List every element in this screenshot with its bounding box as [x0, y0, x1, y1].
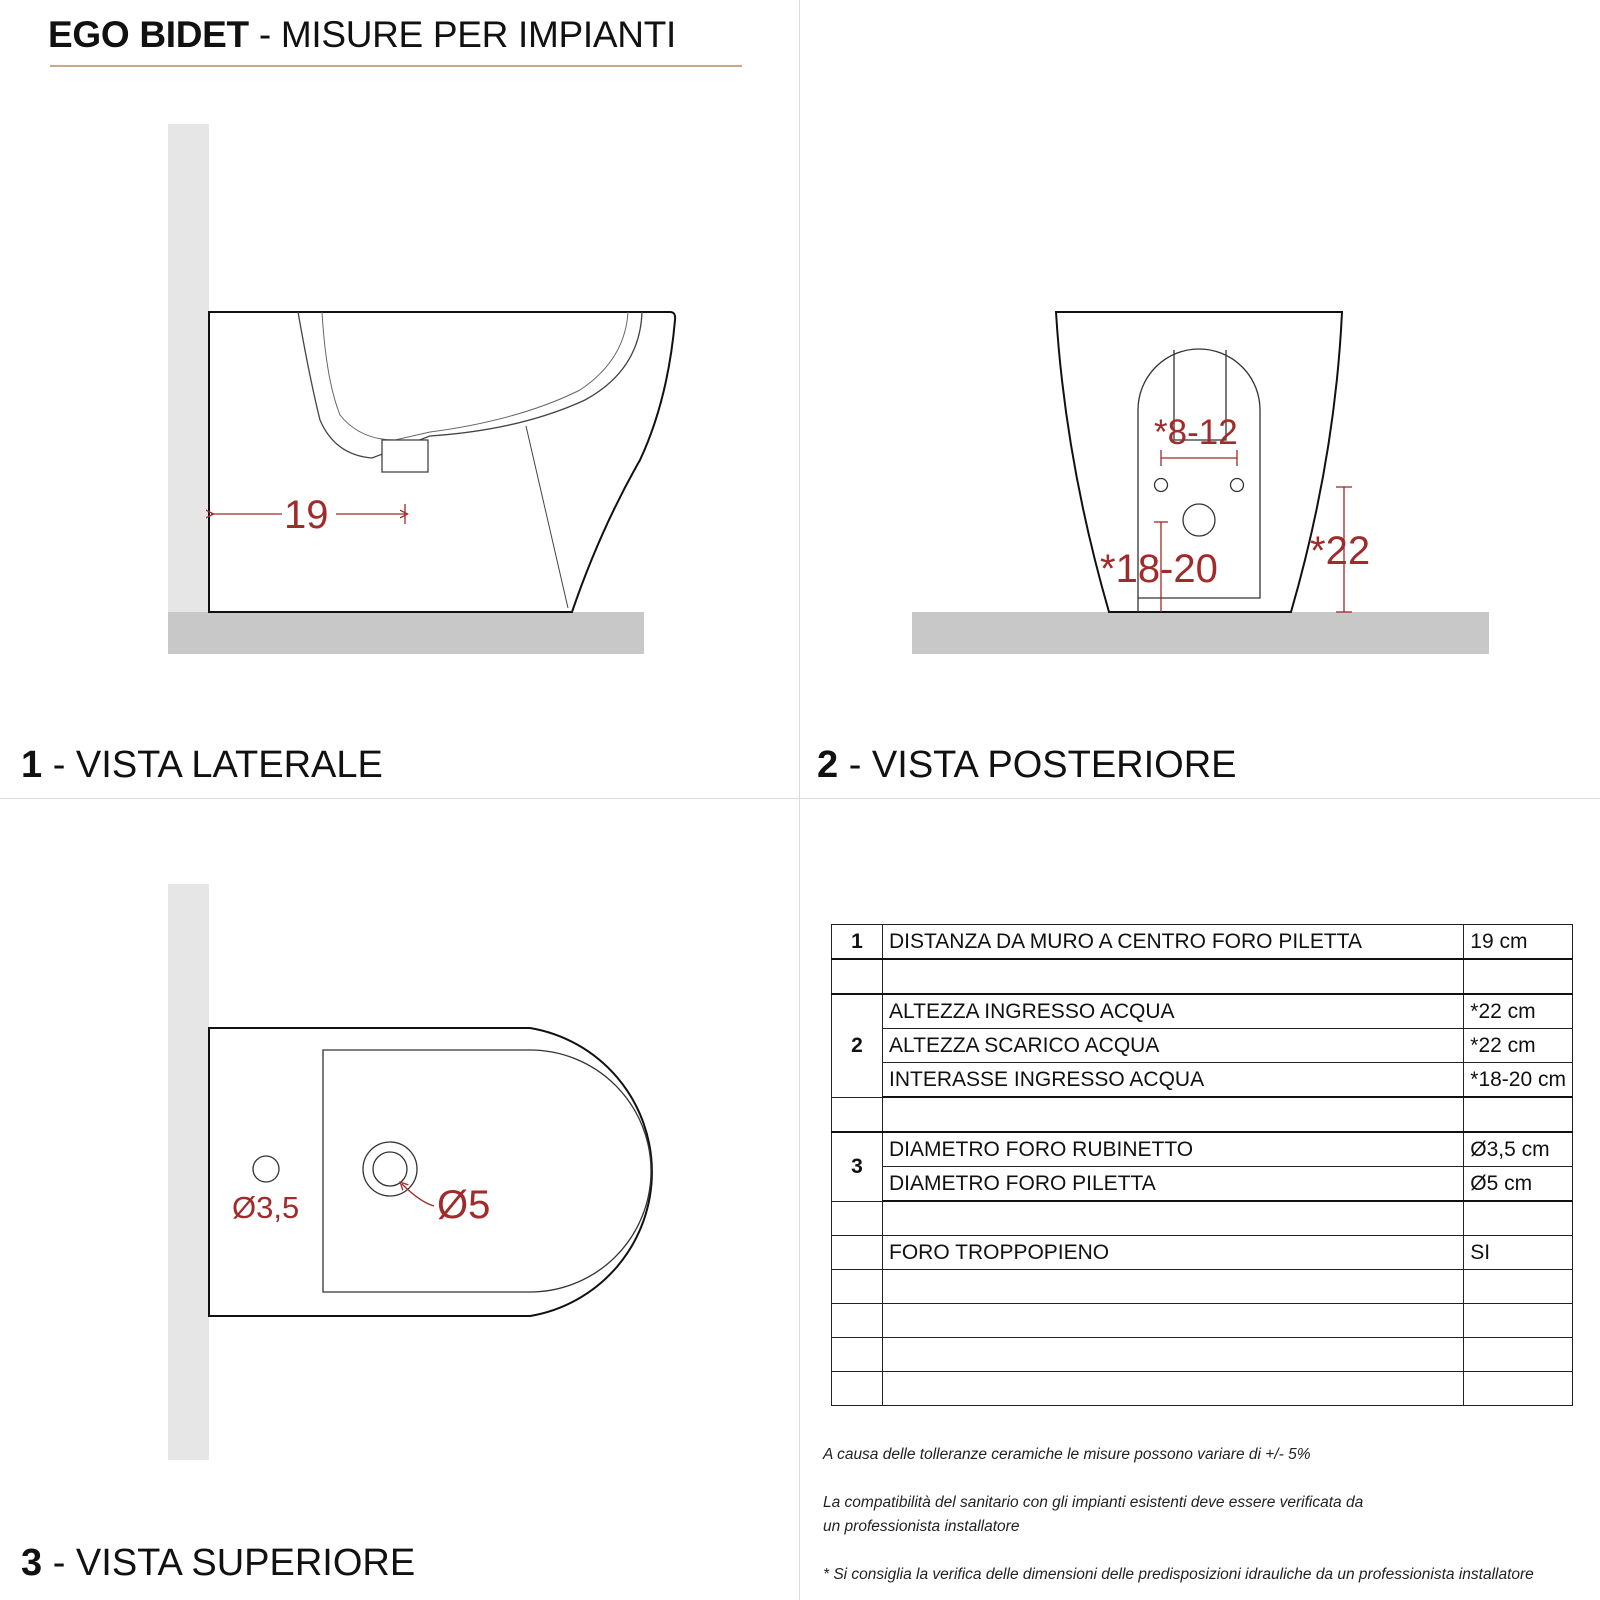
- wall: [168, 124, 209, 612]
- table-row: [832, 1372, 1573, 1406]
- floor: [912, 612, 1489, 654]
- group-number-2: 2: [832, 994, 883, 1097]
- dim-label-tap-hole: Ø3,5: [232, 1190, 300, 1225]
- table-row: DIAMETRO FORO PILETTA Ø5 cm: [832, 1167, 1573, 1202]
- table-row: [832, 1304, 1573, 1338]
- label-top-view: 3 - VISTA SUPERIORE: [21, 1542, 416, 1584]
- table-row: [832, 1338, 1573, 1372]
- table-row: [832, 1201, 1573, 1236]
- tap-hole: [253, 1156, 279, 1182]
- page-subtitle: - MISURE PER IMPIANTI: [258, 14, 676, 55]
- table-row: [832, 1270, 1573, 1304]
- dim-label-22: *22: [1310, 529, 1371, 573]
- measurements-table: [831, 924, 1573, 1406]
- table-row: 2 ALTEZZA INGRESSO ACQUA *22 cm: [832, 994, 1573, 1029]
- table-row: 3 DIAMETRO FORO RUBINETTO Ø3,5 cm: [832, 1132, 1573, 1167]
- table-row: [832, 1097, 1573, 1132]
- drain-hole: [1183, 504, 1215, 536]
- table-row: ALTEZZA SCARICO ACQUA *22 cm: [832, 1029, 1573, 1063]
- side-view: [168, 124, 675, 654]
- brand-name: EGO BIDET: [48, 14, 249, 55]
- installer-note: * Si consiglia la verifica delle dimensioni delle predisposizioni idrauliche da un professionista installatore: [823, 1566, 1534, 1583]
- tolerance-note: A causa delle tolleranze ceramiche le misure possono variare di +/- 5%: [823, 1446, 1311, 1463]
- compatibility-note-line1: La compatibilità del sanitario con gli impianti esistenti deve essere verificata da: [823, 1494, 1364, 1511]
- dim-label-8-12: *8-12: [1154, 413, 1238, 452]
- compatibility-note-line2: un professionista installatore: [823, 1518, 1020, 1535]
- rear-view: [912, 312, 1489, 654]
- inlet-hole-left: [1155, 479, 1168, 492]
- drain-hole-inner: [373, 1152, 407, 1186]
- table-row: INTERASSE INGRESSO ACQUA *18-20 cm: [832, 1063, 1573, 1098]
- dim-label-19: 19: [284, 493, 329, 537]
- table-row: 1 DISTANZA DA MURO A CENTRO FORO PILETTA 19 cm: [832, 925, 1573, 960]
- table-row: FORO TROPPOPIENO SI: [832, 1236, 1573, 1270]
- bidet-body: [209, 312, 675, 612]
- dim-label-18-20: *18-20: [1100, 547, 1218, 591]
- floor: [168, 612, 644, 654]
- group-number-3: 3: [832, 1132, 883, 1201]
- drain-fitting: [382, 440, 428, 472]
- table-row: [832, 959, 1573, 994]
- label-rear-view: 2 - VISTA POSTERIORE: [817, 744, 1237, 786]
- top-view: [168, 884, 652, 1460]
- label-side-view: 1 - VISTA LATERALE: [21, 744, 383, 786]
- dim-label-drain-hole: Ø5: [437, 1183, 491, 1227]
- wall: [168, 884, 209, 1460]
- inlet-hole-right: [1231, 479, 1244, 492]
